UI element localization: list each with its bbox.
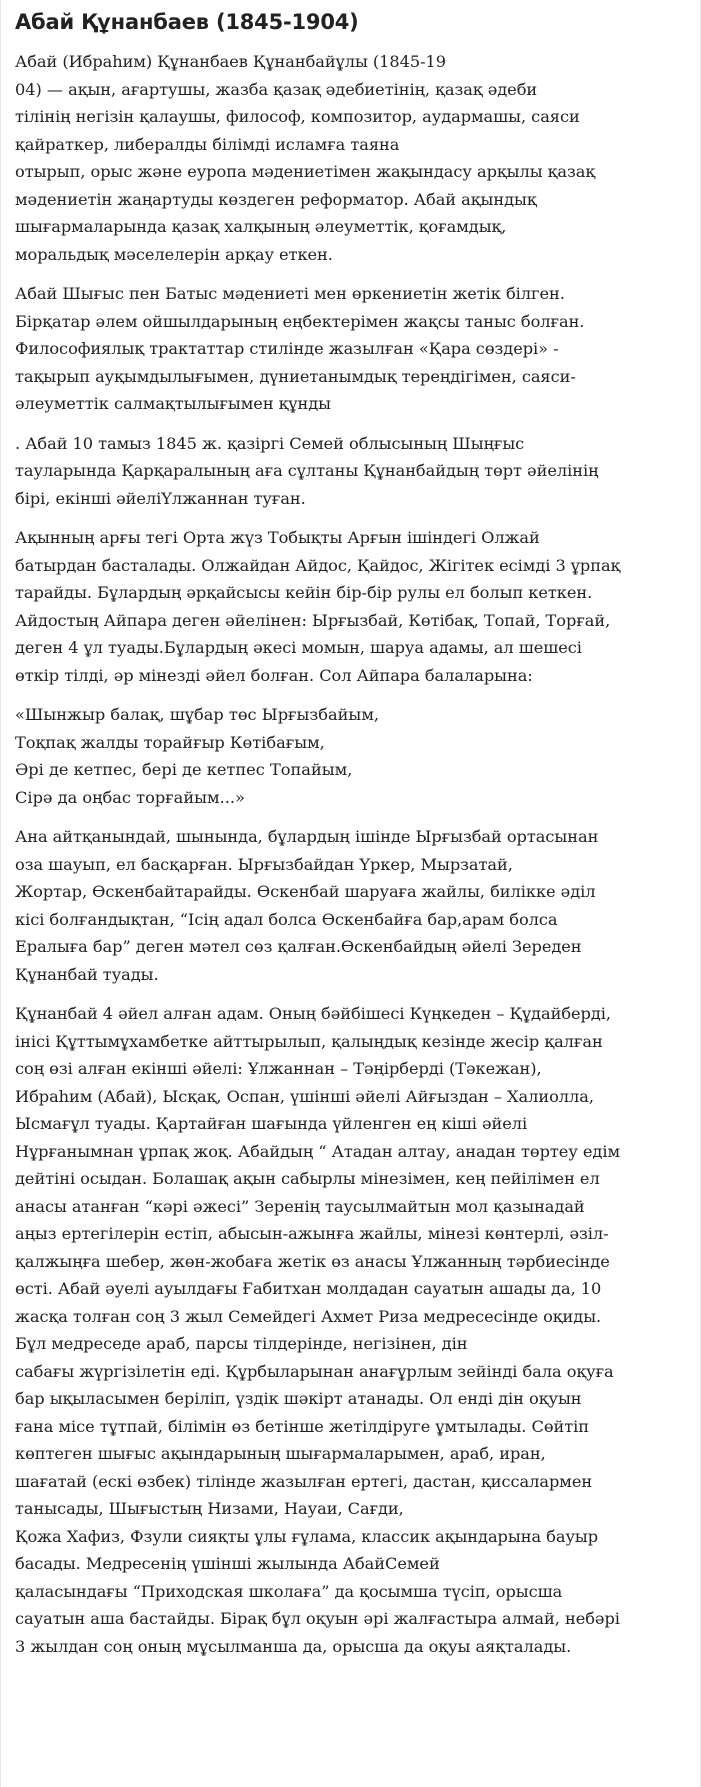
poem-quote <box>15 701 684 811</box>
paragraph-line: Құнанбай туады. <box>15 964 159 984</box>
paragraph-line: сауатын аша бастайды. Бірақ бұл оқуын әрі жалғастыра алмай, небәрі <box>15 1609 620 1628</box>
paragraph-line: Нұрғанымнан ұрпақ жоқ. Абайдың “ Атадан алтау, анадан төртеу едім <box>15 1141 621 1161</box>
paragraph-line: Айдостың Айпара деген әйелінен: Ырғызбай, Көтібақ, Топай, Торғай, <box>15 610 611 630</box>
paragraph-line: анасы атанған “кәрі әжесі” Зеренің таусылмайтын мол қазынадай <box>15 1196 585 1216</box>
paragraph-line: . Абай 10 тамыз 1845 ж. қазіргі Семей облысының Шыңғыс <box>15 433 525 453</box>
paragraph-line: аңыз ертегілерін естіп, абысын-ажынға жайлы, мінезі көнтерлі, әзіл- <box>15 1224 609 1243</box>
paragraph-line: Бұл медреседе араб, парсы тілдерінде, негізінен, дін <box>15 1334 468 1353</box>
paragraph-line: моральдық мәселелерін арқау еткен. <box>15 244 333 264</box>
article-body-main <box>15 823 684 1660</box>
paragraph <box>15 524 684 689</box>
paragraph-line: Ысмағұл туады. Қартайған шағында үйленген ең кіші әйелі <box>15 1114 528 1133</box>
paragraph-line: жасқа толған соң 3 жыл Семейдегі Ахмет Риза медресесінде оқиды. <box>15 1306 602 1326</box>
paragraph-line: батырдан басталады. Олжайдан Айдос, Қайдос, Жігітек есімді 3 ұрпақ <box>15 555 621 575</box>
paragraph-line: дейтіні осыдан. Болашақ ақын сабырлы мінезімен, кең пейілімен ел <box>15 1169 600 1188</box>
paragraph <box>15 48 684 268</box>
paragraph-line: тауларында Қарқаралының аға сұлтаны Құнанбайдың төрт әйелінің <box>15 461 599 480</box>
paragraph-line: танысады, Шығыстың Низами, Науаи, Сағди, <box>15 1499 404 1518</box>
paragraph-line: бірі, екінші әйеліҮлжаннан туған. <box>15 488 306 508</box>
poem-line: Әрі де кетпес, бері де кетпес Топайым, <box>15 760 353 779</box>
paragraph-line: басады. Медресенің үшінші жылында АбайСемей <box>15 1554 440 1573</box>
paragraph-line: Философиялық трактаттар стилінде жазылған «Қара сөздері» - <box>15 339 559 358</box>
paragraph-line: Абай (Ибраһим) Құнанбаев Құнанбайұлы (1845-19 <box>15 52 447 71</box>
paragraph-line: 04) — ақын, ағартушы, жазба қазақ әдебиетінің, қазақ әдеби <box>15 79 538 99</box>
paragraph-line: шығармаларында қазақ халқының әлеуметтік, қоғамдық, <box>15 217 507 236</box>
paragraph-line: 3 жылдан соң оның мұсылманша да, орысша да оқуы аяқталады. <box>15 1636 572 1656</box>
paragraph-line: отырып, орыс және еуропа мәдениетімен жақындасу арқылы қазақ <box>15 162 596 181</box>
paragraph-line: шағатай (ескі өзбек) тілінде жазылған ертегі, дастан, қиссалармен <box>15 1471 593 1491</box>
paragraph-line: Құнанбай 4 әйел алған адам. Оның бәйбішесі Күңкеден – Құдайберді, <box>15 1004 611 1023</box>
paragraph-line: сабағы жүргізілетін еді. Құрбыларынан анағұрлым зейінді бала оқуға <box>15 1361 614 1381</box>
paragraph-line: інісі Құттымұхамбетке айттырылып, қалыңдық кезінде жесір қалған <box>15 1031 603 1051</box>
paragraph-line: соң өзі алған екінші әйелі: Ұлжаннан – Тәңірберді (Тәкежан), <box>15 1059 542 1078</box>
paragraph-line: кісі болғандықтан, “Ісің адал болса Өскенбайға бар,арам болса <box>15 909 558 929</box>
paragraph-line: тарайды. Бұлардың әрқайсысы кейін бір-бір рулы ел болып кеткен. <box>15 583 593 602</box>
paragraph-line: қаласындағы “Приходская школаға” да қосымша түсіп, орысша <box>15 1581 563 1601</box>
paragraph-line: Қожа Хафиз, Фзули сияқты ұлы ғұлама, классик ақындарына бауыр <box>15 1526 599 1546</box>
paragraph-line: мәдениетін жаңартуды көздеген реформатор. Абай ақындық <box>15 189 537 209</box>
paragraph-line: әлеуметтік салмақтылығымен құнды <box>15 394 332 413</box>
paragraph <box>15 430 684 513</box>
paragraph-line: өткір тілді, әр мінезді әйел болған. Сол Айпара балаларына: <box>15 665 533 685</box>
paragraph-line: Абай Шығыс пен Батыс мәдениеті мен өркениетін жетік білген. <box>15 284 565 303</box>
poem-line: Сірә да оңбас торғайым...» <box>15 787 245 807</box>
paragraph-line: ғана місе тұтпай, білімін өз бетінше жетілдіруге ұмтылады. Сөйтіп <box>15 1416 590 1436</box>
paragraph-line: деген 4 ұл туады.Бұлардың әкесі момын, шаруа адамы, ал шешесі <box>15 638 582 657</box>
paragraph-line: Бірқатар әлем ойшылдарының еңбектерімен жақсы таныс болған. <box>15 311 585 331</box>
paragraph-line: тақырып ауқымдылығымен, дүниетанымдық тереңдігімен, саяси- <box>15 366 576 386</box>
paragraph-line: бар ықыласымен беріліп, үздік шәкірт атанады. Ол енді дін оқуын <box>15 1389 582 1408</box>
paragraph <box>15 823 684 988</box>
poem-line: «Шынжыр балақ, шұбар төс Ырғызбайым, <box>15 705 380 724</box>
paragraph-line: Ақынның арғы тегі Орта жүз Тобықты Арғын ішіндегі Олжай <box>15 528 540 547</box>
paragraph-line: тілінің негізін қалаушы, философ, композитор, аудармашы, саяси <box>15 107 580 126</box>
paragraph-line: қалжыңға шебер, жөн-жобаға жетік өз анасы Ұлжанның тәрбиесінде <box>15 1251 610 1271</box>
paragraph-line: оза шауып, ел басқарған. Ырғызбайдан Үркер, Мырзатай, <box>15 854 513 874</box>
paragraph-line: көптеген шығыс ақындарының шығармаларымен, араб, иран, <box>15 1444 546 1463</box>
article-body-intro <box>15 48 684 689</box>
paragraph-line: өсті. Абай әуелі ауылдағы Ғабитхан молдадан сауатын ашады да, 10 <box>15 1279 602 1298</box>
paragraph-line: Жортар, Өскенбайтарайды. Өскенбай шаруаға жайлы, билікке әділ <box>15 882 596 901</box>
paragraph-line: Ибраһим (Абай), Ысқақ, Оспан, үшінші әйелі Айғыздан – Халиолла, <box>15 1086 594 1106</box>
paragraph-line: қайраткер, либералды білімді исламға таяна <box>15 134 400 154</box>
poem-line: Тоқпақ жалды торайғыр Көтібағым, <box>15 732 325 752</box>
paragraph-line: Ералыға бар” деген мәтел сөз қалған.Өскенбайдың әйелі Зереден <box>15 937 582 956</box>
page-title: Абай Құнанбаев (1845-1904) <box>15 10 359 34</box>
paragraph-line: Ана айтқанындай, шынында, бұлардың ішінде Ырғызбай ортасынан <box>15 827 599 846</box>
paragraph <box>15 280 684 418</box>
paragraph <box>15 1000 684 1660</box>
